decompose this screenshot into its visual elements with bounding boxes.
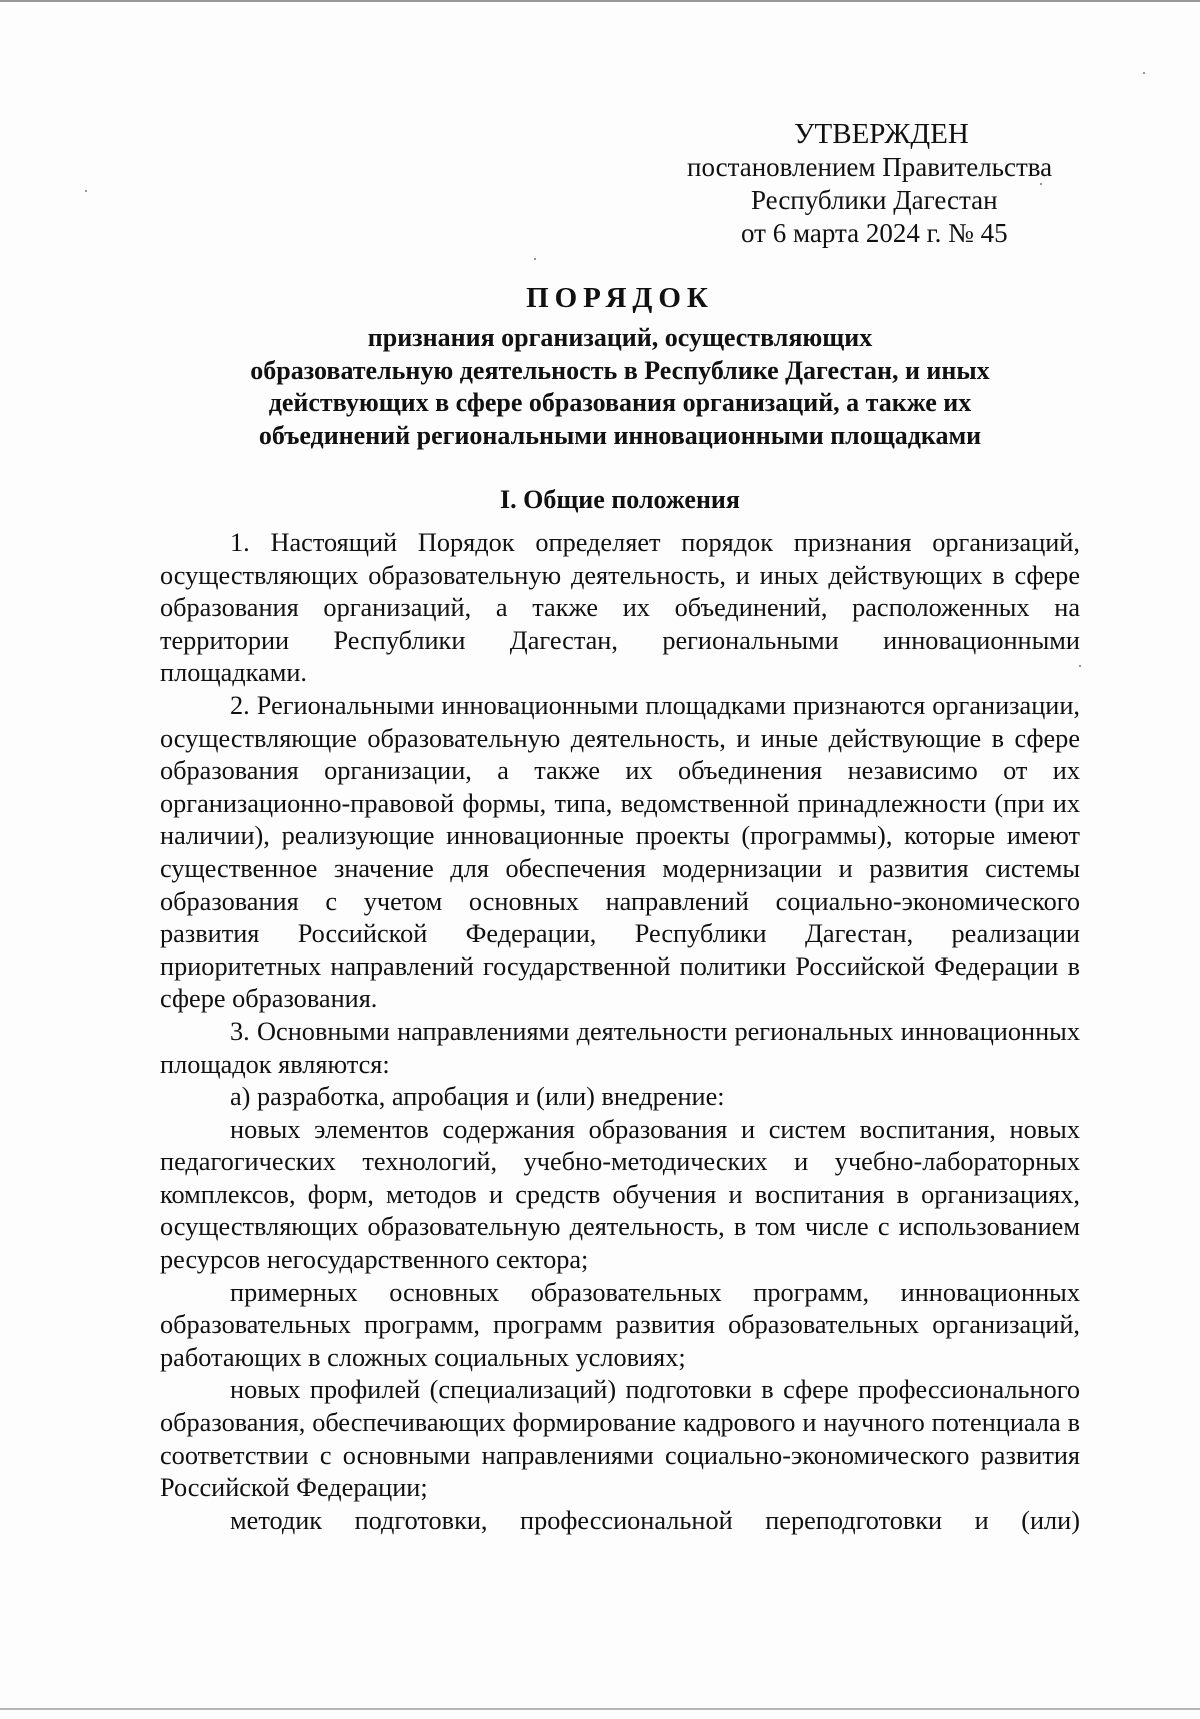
document-title: ПОРЯДОК: [526, 282, 714, 314]
list-item-new-elements: новых элементов содержания образования и систем воспитания, новых педагогических технологий, учебно-методических и учебно-лабораторных комплексов, форм, методов и средств обучения и воспитания в организациях, осуществляющих образовательную деятельность, в том числе с использованием ресурсов негосударственного сектора;: [160, 1114, 1080, 1275]
scan-bottom-edge: [0, 1708, 1200, 1710]
scan-speck: [85, 190, 87, 192]
subtitle-line: действующих в сфере образования организаций, а также их: [268, 388, 972, 417]
document-body: [160, 527, 1080, 1537]
document-subtitle: [160, 322, 1080, 452]
subtitle-line: образовательную деятельность в Республике Дагестан, и иных: [250, 355, 990, 385]
scan-top-edge: [0, 0, 1200, 2]
paragraph-2: 2. Региональными инновационными площадками признаются организации, осуществляющие образовательную деятельность, и иные действующие в сфере образования организации, а также их объединения независимо от их организационно-правовой формы, типа, ведомственной принадлежности (при их наличии), реализующие инновационные проекты (программы), которые имеют существенное значение для обеспечения модернизации и развития системы образования с учетом основных направлений социально-экономического развития Российской Федерации, Республики Дагестан, реализации приоритетных направлений государственной политики Российской Федерации в сфере образования.: [160, 690, 1080, 1014]
paragraph-1: 1. Настоящий Порядок определяет порядок признания организаций, осуществляющих образовательную деятельность, и иных действующих в сфере образования организаций, а также их объединений, расположенных на территории Республики Дагестан, региональными инновационными площадками.: [160, 528, 1080, 688]
paragraph-3: 3. Основными направлениями деятельности региональных инновационных площадок являются:: [160, 1016, 1080, 1079]
approval-authority: постановлением Правительства: [687, 152, 1053, 182]
approval-region: Республики Дагестан: [751, 185, 998, 215]
list-item-profiles: новых профилей (специализаций) подготовки в сфере профессионального образования, обеспечивающих формирование кадрового и научного потенциала в соответствии с основными направлениями социально-экономического развития Российской Федерации;: [160, 1375, 1080, 1503]
list-item-programs: примерных основных образовательных программ, инновационных образовательных программ, программ развития образовательных организаций, работающих в сложных социальных условиях;: [160, 1277, 1080, 1372]
paragraph-3a: а) разработка, апробация и (или) внедрение:: [230, 1082, 725, 1112]
approval-date-number: от 6 марта 2024 г. № 45: [741, 218, 1008, 248]
approval-stamp: [640, 118, 1100, 250]
subtitle-line: объединений региональными инновационными площадками: [258, 420, 982, 450]
scan-speck: [534, 258, 536, 260]
list-item-methods: методик подготовки, профессиональной переподготовки и (или): [230, 1505, 1080, 1535]
approval-heading: УТВЕРЖДЕН: [794, 118, 969, 150]
section-heading: I. Общие положения: [500, 485, 740, 514]
scan-speck: [1143, 72, 1145, 74]
subtitle-line: признания организаций, осуществляющих: [367, 323, 873, 352]
